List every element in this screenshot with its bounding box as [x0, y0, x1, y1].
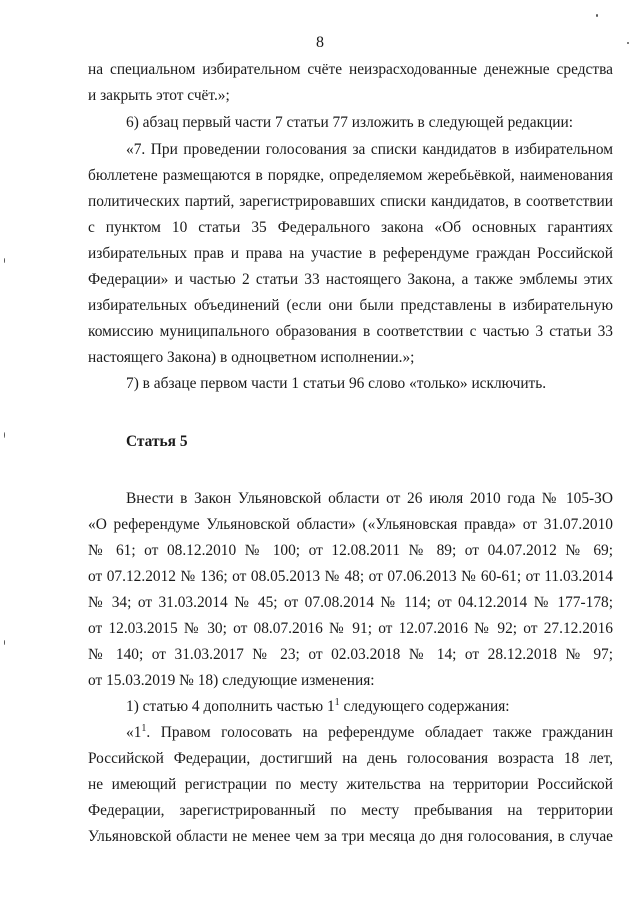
scan-speck	[4, 258, 5, 263]
text-line: настоящего Закона) в одноцветном исполнении.»;	[88, 349, 415, 366]
text-line: политических партий, зарегистрировавших списки кандидатов, в соответствии	[88, 193, 613, 210]
text-line	[126, 723, 613, 743]
text-line: Российской Федерации, достигший на день голосования возраста 18 лет,	[88, 750, 613, 767]
text-line: Федерации» и частью 2 статьи 33 настоящего Закона, а также эмблемы этих	[88, 271, 613, 288]
article-heading: Статья 5	[126, 433, 188, 450]
scan-speck	[4, 640, 5, 645]
text-line: № 61; от 08.12.2010 № 100; от 12.08.2011 № 89; от 04.07.2012 № 69;	[88, 542, 613, 559]
superscript: 1	[141, 723, 147, 734]
text-line: «О референдуме Ульяновской области» («Ульяновская правда» от 31.07.2010	[88, 516, 613, 533]
text-line: комиссию муниципального образования в соответствии с частью 3 статьи 33	[88, 323, 613, 340]
text-line: Внести в Закон Ульяновской области от 26 июля 2010 года № 105-ЗО	[126, 490, 613, 507]
text-line: Федерации, зарегистрированный по месту пребывания на территории	[88, 802, 613, 819]
scan-speck	[4, 432, 5, 438]
text-line: от 12.03.2015 № 30; от 08.07.2016 № 91; от 12.07.2016 № 92; от 27.12.2016	[88, 620, 613, 637]
text-line	[126, 697, 613, 717]
page-number: 8	[316, 34, 324, 51]
text-line: 6) абзац первый части 7 статьи 77 изложить в следующей редакции:	[126, 114, 574, 131]
text-line: с пунктом 10 статьи 35 Федерального закона «Об основных гарантиях	[88, 219, 613, 236]
text-fragment: 1) статью 4 дополнить частью 1	[126, 698, 335, 715]
text-line: «7. При проведении голосования за списки кандидатов в избирательном	[126, 141, 613, 158]
text-line: не имеющий регистрации по месту жительства на территории Российской	[88, 776, 613, 793]
text-line: избирательных прав и права на участие в референдуме граждан Российской	[88, 245, 613, 262]
text-fragment: следующего содержания:	[339, 698, 510, 715]
text-line: от 07.12.2012 № 136; от 08.05.2013 № 48; от 07.06.2013 № 60-61; от 11.03.2014	[88, 568, 613, 585]
text-line: Ульяновской области не менее чем за три месяца до дня голосования, в случае	[88, 828, 613, 845]
text-line: бюллетене размещаются в порядке, определяемом жеребьёвкой, наименования	[88, 167, 613, 184]
text-line: № 140; от 31.03.2017 № 23; от 02.03.2018 № 14; от 28.12.2018 № 97;	[88, 646, 613, 663]
text-line: № 34; от 31.03.2014 № 45; от 07.08.2014 № 114; от 04.12.2014 № 177-178;	[88, 594, 613, 611]
text-fragment: «1	[126, 724, 142, 741]
text-line: 7) в абзаце первом части 1 статьи 96 слово «только» исключить.	[126, 375, 547, 392]
superscript: 1	[334, 697, 340, 708]
text-line: от 15.03.2019 № 18) следующие изменения:	[88, 672, 375, 689]
text-line: и закрыть этот счёт.»;	[88, 87, 230, 104]
text-fragment: . Правом голосовать на референдуме обладает также гражданин	[146, 724, 613, 741]
text-line: избирательных объединений (если они были представлены в избирательную	[88, 297, 613, 314]
text-line: на специальном избирательном счёте неизрасходованные денежные средства	[88, 61, 613, 78]
scan-speck	[627, 42, 629, 44]
scan-speck	[596, 14, 598, 17]
